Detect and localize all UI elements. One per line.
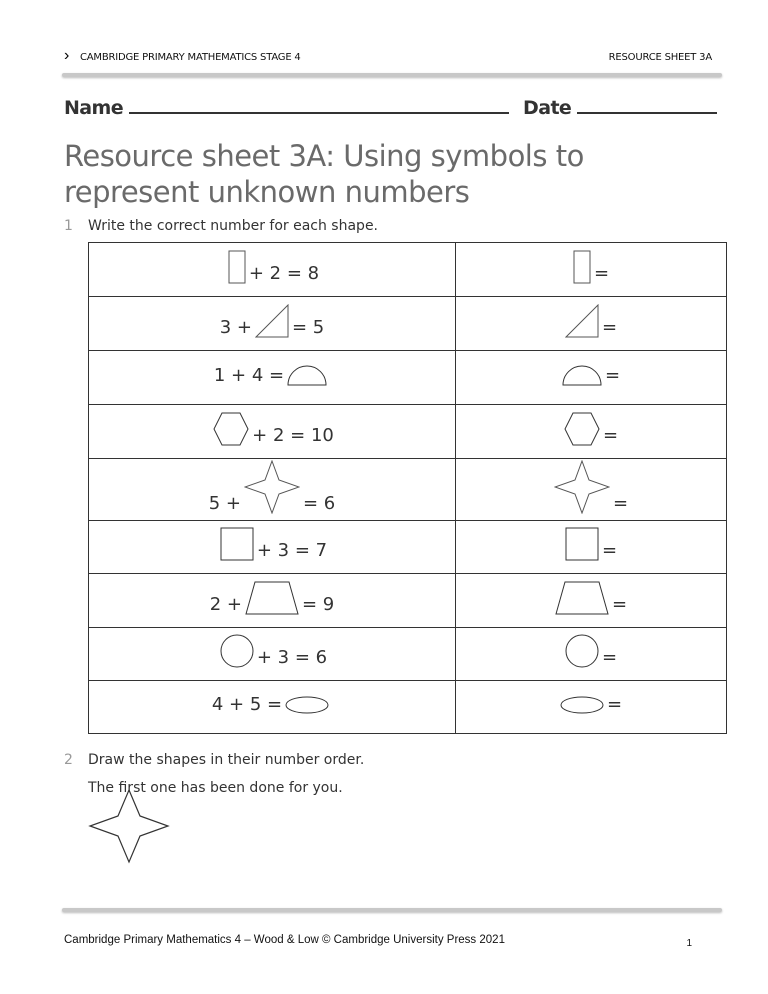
equation-before: 2 + — [209, 593, 242, 615]
equals-sign: = — [611, 593, 628, 615]
equation-after: = 5 — [292, 316, 325, 338]
tall-rectangle-icon — [573, 250, 591, 284]
header-series: CAMBRIDGE PRIMARY MATHEMATICS STAGE 4 — [80, 52, 301, 63]
question-1 — [64, 218, 378, 234]
answer-cell[interactable] — [456, 459, 727, 521]
hexagon-icon — [213, 412, 249, 446]
table-row — [89, 681, 727, 734]
equation-cell — [89, 243, 456, 297]
answer-cell[interactable] — [456, 243, 727, 297]
question-2 — [64, 752, 364, 768]
question-2-subtext: The first one has been done for you. — [88, 780, 343, 796]
equation-cell — [89, 405, 456, 459]
answer-cell[interactable] — [456, 351, 727, 405]
name-field[interactable] — [129, 98, 509, 114]
tall-rectangle-icon — [228, 250, 246, 284]
page-title: Resource sheet 3A: Using symbols to represent unknown numbers — [64, 139, 584, 209]
answer-cell[interactable] — [456, 521, 727, 574]
equals-sign: = — [601, 316, 618, 338]
table-row — [89, 459, 727, 521]
question-text: Write the correct number for each shape. — [88, 218, 379, 234]
equation-cell — [89, 681, 456, 734]
answer-cell[interactable] — [456, 628, 727, 681]
page-number: 1 — [686, 938, 692, 949]
hexagon-icon — [564, 412, 600, 446]
question-text: Draw the shapes in their number order. — [88, 752, 365, 768]
trapezium-icon — [245, 581, 299, 615]
date-field[interactable] — [577, 98, 717, 114]
equation-cell — [89, 628, 456, 681]
equals-sign: = — [602, 424, 619, 446]
circle-icon — [565, 634, 599, 668]
equation-before: 4 + 5 = — [211, 693, 283, 715]
table-row — [89, 351, 727, 405]
ellipse-icon — [560, 695, 604, 715]
date-label: Date — [523, 97, 572, 119]
equation-after: = 6 — [303, 492, 336, 514]
equals-sign: = — [601, 540, 618, 561]
ellipse-icon — [285, 695, 329, 715]
equation-cell — [89, 297, 456, 351]
equals-sign: = — [612, 492, 629, 514]
equation-cell — [89, 351, 456, 405]
star-icon — [244, 460, 300, 514]
equals-sign: = — [604, 364, 621, 386]
table-row — [89, 405, 727, 459]
circle-icon — [220, 634, 254, 668]
equation-after: = 9 — [302, 593, 335, 615]
shapes-table — [88, 242, 727, 734]
table-row — [89, 521, 727, 574]
answer-cell[interactable] — [456, 681, 727, 734]
table-row — [89, 297, 727, 351]
table-row — [89, 574, 727, 628]
answer-cell[interactable] — [456, 297, 727, 351]
table-row — [89, 243, 727, 297]
equals-sign: = — [593, 262, 610, 284]
chevron-right-icon: › — [64, 47, 70, 64]
square-icon — [220, 527, 254, 561]
equation-after: + 3 = 7 — [256, 540, 328, 561]
semicircle-icon — [562, 364, 602, 386]
header-sheet: RESOURCE SHEET 3A — [608, 52, 712, 63]
name-date-row — [64, 97, 717, 119]
equation-after: + 2 = 8 — [248, 262, 320, 284]
equation-after: + 2 = 10 — [252, 424, 334, 446]
equation-cell — [89, 521, 456, 574]
equation-before: 1 + 4 = — [213, 364, 285, 386]
question-number: 1 — [64, 218, 73, 234]
equals-sign: = — [606, 693, 623, 715]
footer-divider — [62, 908, 722, 912]
equals-sign: = — [601, 647, 618, 668]
semicircle-icon — [287, 364, 327, 386]
star-example-icon — [88, 788, 170, 864]
table-row — [89, 628, 727, 681]
equation-before: 3 + — [219, 316, 252, 338]
equation-cell — [89, 459, 456, 521]
right-triangle-icon — [255, 304, 289, 338]
trapezium-icon — [555, 581, 609, 615]
square-icon — [565, 527, 599, 561]
equation-before: 5 + — [208, 492, 241, 514]
equation-after: + 3 = 6 — [256, 647, 328, 668]
footer-copyright: Cambridge Primary Mathematics 4 – Wood & Low © Cambridge University Press 2021 — [64, 934, 505, 946]
answer-cell[interactable] — [456, 574, 727, 628]
right-triangle-icon — [565, 304, 599, 338]
header-divider — [62, 73, 722, 77]
question-number: 2 — [64, 752, 73, 768]
star-icon — [554, 460, 610, 514]
name-label: Name — [64, 97, 124, 119]
answer-cell[interactable] — [456, 405, 727, 459]
equation-cell — [89, 574, 456, 628]
